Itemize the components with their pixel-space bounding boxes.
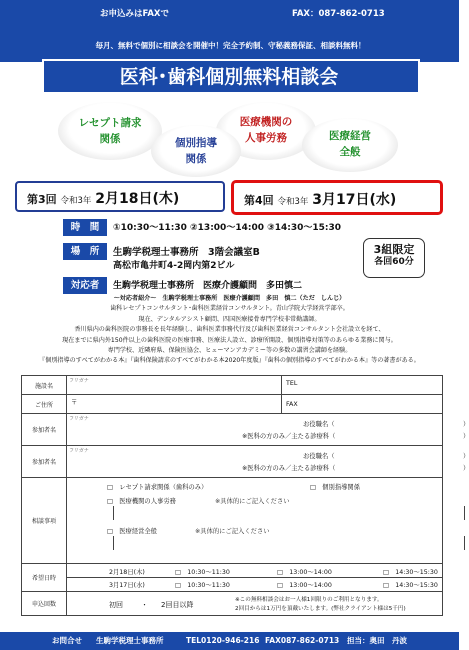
topic-receipt: [58, 102, 162, 160]
session-3-day: (木): [152, 191, 180, 207]
time-label: 時 間: [63, 219, 107, 236]
contact-label: お問合せ: [52, 636, 82, 645]
furigana-label: フリガナ: [69, 448, 89, 454]
profile-line: 歯科レセプトコンサルタント･歯科医業経営コンサルタント。青山学院大学経営学部卒。: [110, 305, 349, 313]
postal-mark: 〒: [71, 399, 78, 406]
profile-line: 香川県内の歯科医院の事務長を長年経験し、歯科医業事務代行及び歯科医業経営コンサルタント会社設立を経て、: [74, 326, 385, 334]
profile-line: 『個別指導のすべてがわかる本』『歯科保険請求のすべてがわかる本2020年度版』『歯科の個別指導のすべてがわかる本』等の著書がある。: [39, 357, 420, 365]
option-guidance-checkbox[interactable]: □ 個別指導関係: [310, 484, 361, 491]
count-separator: ・: [141, 601, 148, 609]
count-first-option[interactable]: 初回: [109, 601, 123, 609]
sched-date-2: 3月17日(水): [109, 582, 145, 589]
topic-personnel-line2: 人事労務: [245, 132, 287, 144]
topic-guidance-line2: 関係: [185, 153, 207, 165]
session-4-date: 3月17日: [312, 192, 370, 208]
place-label: 場 所: [63, 243, 107, 260]
header-band: [0, 0, 459, 62]
participant-1-field[interactable]: [67, 414, 469, 446]
session-4-day: (水): [369, 192, 397, 208]
option-management-checkbox[interactable]: □ 医療経営全般: [107, 528, 158, 535]
footer-office: 生駒学税理士事務所: [96, 636, 164, 645]
session-3-box: [15, 181, 225, 212]
page-title: 医科･歯科個別無料相談会: [119, 66, 339, 88]
apply-by-fax-text: お申込みはFAXで: [100, 9, 169, 19]
profile-line: 現在、デンタルアシスト顧問、四国医療接骨専門学校非常勤講師。: [138, 315, 321, 323]
application-form: [21, 375, 469, 616]
sched-2-slot-2-checkbox[interactable]: □ 13:00～14:00: [277, 582, 332, 589]
sched-1-slot-3-checkbox[interactable]: □ 14:30～15:30: [383, 569, 438, 576]
participant-2-label: 参加者名: [22, 446, 67, 478]
topic-personnel-line1: 医療機関の: [239, 116, 293, 128]
preferred-date-label: 希望日時: [22, 564, 67, 592]
topic-receipt-line1: レセプト請求: [78, 117, 142, 129]
detail-note: ※具体的にご記入ください: [215, 498, 290, 505]
footer-band: [0, 632, 459, 650]
topic-management-line1: 医療経営: [329, 130, 371, 142]
option-receipt-checkbox[interactable]: □ レセプト請求関係（歯科のみ）: [107, 484, 208, 491]
responder-value: 生駒学税理士事務所 医療介護顧問 多田慎二: [113, 281, 303, 291]
time-value: ①10:30～11:30 ②13:00～14:00 ③14:30～15:30: [113, 223, 342, 233]
participant-1-label: 参加者名: [22, 414, 67, 446]
personnel-detail-input[interactable]: [113, 506, 465, 520]
paren-close: ）: [463, 421, 469, 428]
fax-label: FAX: [286, 401, 298, 408]
topic-management-line2: 全般: [339, 146, 361, 158]
session-3-era: 令和3年: [60, 196, 92, 206]
paren-close: ）: [463, 453, 469, 460]
address-field[interactable]: [67, 395, 282, 414]
application-count-field: [67, 592, 443, 616]
topic-management: [302, 118, 398, 172]
applicant-name-field[interactable]: [67, 376, 282, 395]
sched-date-1: 2月18日(木): [109, 569, 145, 576]
responder-profile: [0, 294, 459, 367]
session-4-box: [231, 180, 443, 215]
topics-field: [67, 478, 443, 564]
fax-number: FAX：087-862-0713: [292, 9, 385, 19]
paren-close: ）: [463, 465, 469, 472]
application-count-label: 申込回数: [22, 592, 67, 616]
medical-note: ※医科の方のみ／主たる診療科（: [242, 465, 336, 472]
session-4-number: 第4回: [244, 194, 274, 207]
session-4-era: 令和3年: [277, 197, 309, 207]
responder-label: 対応者: [63, 277, 107, 294]
address-label: ご住所: [22, 395, 67, 414]
sched-2-slot-3-checkbox[interactable]: □ 14:30～15:30: [383, 582, 438, 589]
tagline: 毎月、無料で個別に相談会を開催中！完全予約制、守秘義務保証、相談料無料！: [95, 41, 366, 50]
count-note-1: ※この無料相談会はお一人様1回限りのご利用となります。: [235, 597, 383, 603]
profile-line: ～対応者紹介～ 生駒学税理士事務所 医療介護顧問 多田 慎二（ただ しんじ）: [113, 295, 346, 302]
tel-label: TEL: [286, 380, 298, 387]
profile-line: 現在までに県内外150件以上の歯科医院の医療事務、医療法人設立、診療所開設、個別指導対策等のあらゆる業務に関与。: [62, 336, 397, 344]
participant-2-field[interactable]: [67, 446, 469, 478]
paren-close: ）: [463, 433, 469, 440]
footer-fax: FAX087-862-0713: [265, 636, 340, 645]
limit-badge: [363, 238, 425, 278]
sched-1-slot-1-checkbox[interactable]: □ 10:30～11:30: [175, 569, 230, 576]
session-3-number: 第3回: [27, 193, 57, 206]
furigana-label: フリガナ: [69, 378, 89, 384]
topics-label: 相談事項: [22, 478, 67, 564]
medical-note: ※医科の方のみ／主たる診療科（: [242, 433, 336, 440]
count-repeat-option[interactable]: 2回目以降: [161, 601, 194, 609]
sched-2-slot-1-checkbox[interactable]: □ 10:30～11:30: [175, 582, 230, 589]
topic-receipt-line2: 関係: [99, 133, 121, 145]
fax-field[interactable]: [282, 395, 443, 414]
session-3-date: 2月18日: [95, 191, 153, 207]
footer-person: 担当：奥田 丹波: [347, 636, 407, 645]
applicant-label: 施設名: [22, 376, 67, 395]
place-line2: 高松市亀井町4-2岡内第2ビル: [113, 261, 235, 271]
detail-note: ※具体的にご記入ください: [195, 528, 270, 535]
place-line1: 生駒学税理士事務所 3階会議室B: [113, 247, 260, 258]
count-note-2: 2回目からは1万円を頂戴いたします。(弊社クライアント様は5千円): [235, 606, 406, 612]
position-label: お役職名（: [303, 453, 335, 460]
position-label: お役職名（: [303, 421, 335, 428]
option-personnel-checkbox[interactable]: □ 医療機関の人事労務: [107, 498, 176, 505]
topic-guidance-line1: 個別指導: [175, 137, 217, 149]
tel-field[interactable]: [282, 376, 443, 395]
limit-line1: 3組限定: [373, 243, 415, 256]
preferred-date-field: [67, 564, 443, 592]
footer-tel: TEL0120-946-216: [186, 636, 260, 645]
sched-divider: [67, 577, 442, 578]
sched-1-slot-2-checkbox[interactable]: □ 13:00～14:00: [277, 569, 332, 576]
furigana-label: フリガナ: [69, 416, 89, 422]
topic-guidance: [151, 125, 241, 177]
limit-line2: 各回60分: [374, 257, 414, 267]
management-detail-input[interactable]: [113, 536, 465, 550]
profile-line: 専門学校、近隣府県、保険医協会、ヒューマンアカデミー等の多数の講習会講師を経験。: [107, 347, 352, 355]
